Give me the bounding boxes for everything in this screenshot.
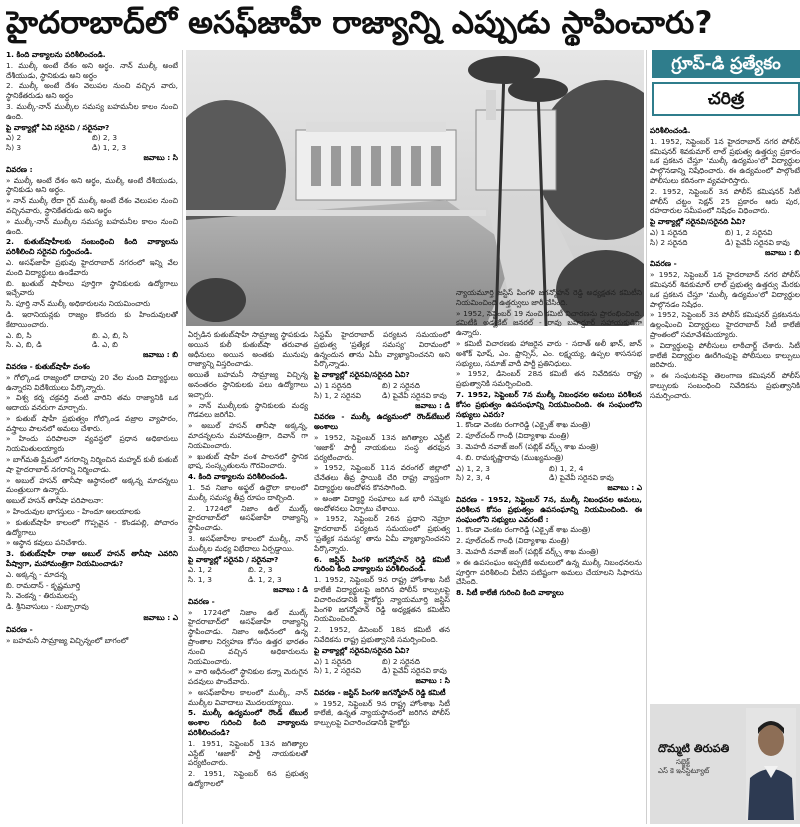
answer-option: డి) పైవేవీ సరైనవి కావు <box>382 666 447 676</box>
answer-line: జవాబు : బి <box>142 350 178 360</box>
explanation-heading: వివరణ - 1952, సెప్టెంబర్ 7న, ముల్కీ నిబంధనల అమలు, పరిశీలన కోసం ప్రభుత్వం ఉపసంఘాన్ని నియమించింది. ఈ సంఘంలోని సభ్యులు ఎవరంటే : <box>456 494 642 524</box>
article-paragraph: 3. మెహదీ నవాజ్ జంగ్ (పబ్లిక్ వర్క్స్ శాఖ మంత్రి) <box>456 441 599 451</box>
section-label: గ్రూప్-డి ప్రత్యేకం <box>652 50 800 78</box>
article-paragraph: » విశ్వ కర్మ చక్రవర్తి వంటి వారిని తమ రాజ్యానికి ఒక ఆదాయ వనరుగా మార్చారు. <box>6 393 178 413</box>
article-paragraph: » విద్యార్థులపై పోలీసులు లాఠీచార్జ్ చేశారు. సిటీ కాలేజీ విద్యార్థుల ఊరేగింపుపై పోలీసులు కాల్పులు జరిపారు. <box>650 340 800 370</box>
explanation-heading: వివరణ - <box>6 624 33 634</box>
column-divider <box>646 50 647 824</box>
answer-option: డి) పైవేవీ సరైనవి కావు <box>725 237 790 247</box>
article-paragraph: » 1952, సెప్టెంబర్ 19 నుంచి కమిటీ విచారణను ప్రారంభించింది. కమిటీకి అడ్వకేట్ జనరల్ - రావు బహద్దూర్ సహాయకుడిగా ఉన్నారు. <box>456 308 642 338</box>
article-paragraph: » కుతుబ్ షాహీ ప్రభుత్వం గోల్కొండ వజ్రాల వ్యాపారం, వస్త్రాలు పాలనలో అమలు చేశారు. <box>6 413 178 433</box>
author-role: సబ్జెక్ట్ <box>676 758 690 766</box>
article-paragraph: 2. పూల్‌చంద్ గాంధీ (విద్యాశాఖ మంత్రి) <box>456 431 570 441</box>
answer-option: బి) 2, 3 <box>92 133 118 143</box>
article-paragraph: » 1952, సెప్టెంబర్ 13న జగిత్యాల ఎస్టేట్ 'ఆజాక్' పార్టీ నాయకులు సంస్థ తరఫున పర్యటించారు. <box>314 432 450 462</box>
article-paragraph: 1. 1952, సెప్టెంబర్ 1న హైదరాబాద్ నగర పోలీస్ కమిషనర్ శివకుమార్ లాల్ ప్రభుత్వ ఉత్తర్వు ప్రకారం ఒక ప్రకటన చేస్తూ 'ముల్కీ ఉద్యమం'లో విద్యార్థుల పాల్గొనడాన్ని నిషేధించారు. ఈ ఉద్యమంలో పాల్గొంటే పోలీసులు కఠినంగా వ్యవహరిస్తారు. <box>650 136 800 185</box>
explanation-heading: వివరణ - <box>650 259 677 269</box>
answer-line: జవాబు : సి <box>143 152 178 162</box>
column-1 <box>6 50 178 824</box>
question-text: 3. కుతుబ్‌షాహీ రాజు అబుల్ హసన్ తానీషా ఎవరిని పేష్వాగా, మహామంత్రిగా నియమించాడు? <box>6 549 178 569</box>
explanation-heading: వివరణ - <box>188 596 215 606</box>
answer-option: డి. 1, 2, 3 <box>248 575 282 585</box>
article-paragraph: » ముల్కీ అంటే దేశం అని అర్థం, ముల్కీ అంటే దేశీయుడు, స్థానికుడు అని అర్థం. <box>6 175 178 195</box>
explanation-heading: వివరణ : <box>6 164 33 174</box>
question-text: 5. ముల్కీ ఉద్యమంలో రౌండ్ టేబుల్ అంశాల గురించి కింది వాక్యాలను పరిశీలించండి? <box>188 708 308 738</box>
column-3 <box>314 330 450 824</box>
article-paragraph: » కమిటీ విచారణకు హాజరైన వారు - సదాత్ అలీ ఖాన్, జాన్ అశోక్ ఘోష్, ఎం. ఫ్రాన్సిస్, ఎం. లక్ష్మయ్య, ఉప్పల శాసనసభ సభ్యులు, సమాజ్ వాదీ పార్టీ ప్రతినిధులు. <box>456 338 642 368</box>
article-paragraph: 1. 5వ నిజాం అఫ్జల్ ఉద్దౌలా కాలంలో ముల్కీ సమస్య తీవ్ర రూపం దాల్చింది. <box>188 482 308 502</box>
article-paragraph: » బాగ్‌మతి ప్రేమలో నగరాన్ని నిర్మించిన మహ్మద్ కులీ కుతుబ్ షా హైదరాబాద్ నగరాన్ని నిర్మించాడు. <box>6 455 178 474</box>
answer-line: జవాబు : బి <box>764 247 800 257</box>
answer-option: ఎ) 1 సరైనది <box>314 656 352 666</box>
article-paragraph: 1. కొండా వెంకట రంగారెడ్డి (ఎక్సైజ్ శాఖ మంత్రి) <box>456 525 591 535</box>
article-paragraph: డి. ఇరానియన్లకు రాజ్యం కొందరు కు హిందువులతో కేటాయించారు. <box>6 309 178 329</box>
answer-line: జవాబు : సి <box>415 676 450 686</box>
headline: హైదరాబాద్‌లో అసఫ్‌జాహీ రాజ్యాన్ని ఎప్పుడు స్థాపించారు? <box>6 5 713 41</box>
article-paragraph: 3. మెహదీ నవాజ్ జంగ్ (పబ్లిక్ వర్క్స్ శాఖ మంత్రి) <box>456 546 599 556</box>
article-paragraph: 2. 1952, డిసెంబర్ 18న కమిటీ తన నివేదికను రాష్ట్ర ప్రభుత్వానికి సమర్పించింది. <box>314 625 450 644</box>
answer-option: ఎ. బి, సి <box>6 330 32 340</box>
article-paragraph: 3. ముల్కీ-నాన్ ముల్కీల సమస్య బహమనీల కాలం నుంచి ఉంది. <box>6 101 178 121</box>
answer-option: సి) 1, 2 సరైనవి <box>314 390 361 400</box>
answer-option: సి) 2, 3, 4 <box>456 473 490 483</box>
article-paragraph: » 1952, సెప్టెంబర్ 9న రాష్ట్ర హోంశాఖ సిటీ కాలేజీ, ఉన్నత న్యాయస్థానంలో జరిగిన పోలీస్ కాల్పులపై విచారించడానికి హైకోర్టు <box>314 698 450 728</box>
answer-option: ఎ) 1 సరైనది <box>314 380 352 390</box>
answer-option: ఎ) 1 సరైనది <box>650 227 688 237</box>
question-text: పై వాక్యాల్లో సరైనవి / సరైనవా? <box>188 554 279 564</box>
question-text: 8. సిటీ కాలేజీ గురించి కింది వాక్యాలు <box>456 588 564 598</box>
article-paragraph: » గోల్కొండ రాజ్యంలో దాదాపు 20 వేల మంది విద్యార్థులు ఉన్నారని విదేశీయులు పేర్కొన్నారు. <box>6 372 178 392</box>
article-paragraph: » ఈ సంఘటనపై తెలంగాణ కమిషనర్ పోలీస్ కాల్పులకు సంబంధించి నివేదికను ప్రభుత్వానికి సమర్పించారు. <box>650 371 800 400</box>
answer-option: బి. 2, 3 <box>248 565 273 575</box>
answer-option: ఎ. 1, 2 <box>188 565 213 575</box>
article-paragraph: » బహమనీ సామ్రాజ్య విచ్ఛిన్నంలో బాగంలో <box>6 635 129 645</box>
question-text: పై వాక్యాల్లో సరైనవి/సరైనది ఏవి? <box>314 370 410 380</box>
answer-line: జవాబు : డి <box>273 584 308 594</box>
author-designation: ఎస్ కె ఇన్‌స్టిట్యూట్ <box>658 767 710 775</box>
article-paragraph: సిస్టమ్ హైదరాబాద్ పర్యటన సమయంలో ప్రభుత్వ 'ప్రత్యేక సమస్య' విరామంలో ఉన్నందున తాను ఏమీ వ్యాఖ్యానించనని అని పేర్కొన్నాడు. <box>314 330 450 369</box>
answer-option: సి) 2 సరైనది <box>650 237 688 247</box>
answer-line: జవాబు : ఎ <box>143 613 178 623</box>
answer-option: డి) 1, 2, 3 <box>92 143 127 153</box>
answer-line: జవాబు : డి <box>415 400 450 410</box>
answer-option: సి. 1, 3 <box>188 575 212 585</box>
answer-option: డి) పైవేవీ సరైనవి కావు <box>549 473 614 483</box>
answer-option: సి) 3 <box>6 143 22 153</box>
article-paragraph: డి. శ్రీనివాసులు - సుబ్బారావు <box>6 602 89 612</box>
explanation-heading: వివరణ - ముల్కీ ఉద్యమంలో రౌండ్‌టేబుల్ అంశాలు <box>314 412 450 432</box>
article-paragraph: బి. ఖుతుబ్ షాహీలు పూర్తిగా స్థానికులకు ఉద్యోగాలు ఇచ్చేవారు <box>6 278 178 298</box>
answer-option: ఎ) 1, 2, 3 <box>456 463 490 473</box>
answer-options <box>456 464 642 484</box>
article-paragraph: సి. వెంకన్న - తిరుమలప్ప <box>6 591 78 601</box>
author-photo <box>746 708 796 820</box>
article-paragraph: » నాన్ ముల్కీలకు స్థానికులకు మధ్య గొడవలు జరిగేవి. <box>188 400 308 420</box>
answer-option: బి) 2 సరైనది <box>382 656 420 666</box>
article-paragraph: 4. బి. రామకృష్ణారావు (ముఖ్యమంత్రి) <box>456 452 564 462</box>
question-text: పై వాక్యాల్లో సరైనవి/సరైనది ఏవి? <box>650 217 746 227</box>
article-paragraph: » అసఫ్‌జాహీల కాలంలో ముల్కీ, నాన్ ముల్కీల వివాదాలు మొదలయ్యాయి. <box>188 687 308 707</box>
article-paragraph: 2. 1724లో నిజాం ఉల్ ముల్క్ హైదరాబాద్‌లో అసఫ్‌జాహీ రాజ్యాన్ని స్థాపించాడు. <box>188 503 308 533</box>
article-paragraph: ఎ. అసఫ్‌జాహీ ప్రభువు హైదరాబాద్ నగరంలో ఇన్ని వేల మంది విద్యార్థులు ఉండేవారు <box>6 257 178 277</box>
article-paragraph: » అబుల్ హసన్ తానీషా అక్కన్న, మాదన్నలను మహామంత్రిగా, దివాన్ గా నియమించారు. <box>188 421 308 450</box>
article-paragraph: సి. పూర్తి నాన్ ముల్కీ అధికారులను నియమించారు <box>6 299 151 309</box>
article-paragraph: » నాన్ ముల్కీ లేదా గైర్ ముల్కీ అంటే దేశం వెలుపల నుంచి వచ్చినవారు, స్థానికేతరుడు అని అర్థం <box>6 196 178 215</box>
answer-option: బి) 1, 2 సరైనవి <box>725 227 773 237</box>
answer-option: డి) పైవేవీ సరైనవి కావు <box>382 390 447 400</box>
question-text: పై వాక్యాల్లో సరైనవి/సరైనది ఏవి? <box>314 645 410 655</box>
answer-option: బి. ఎ, బి, సి <box>92 330 128 340</box>
article-paragraph: » 1724లో నిజాం ఉల్ ముల్క్ హైదరాబాద్‌లో అసఫ్‌జాహీ రాజ్యాన్ని స్థాపించాడు. నిజాం ఆధీనంలో ఉన్న ప్రాంతాల నిర్వహణ కోసం ఉత్తర భారతం నుంచి వచ్చిన అధికారులను నియమించారు. <box>188 607 308 666</box>
article-paragraph: » 1952, డిసెంబర్ 28న కమిటీ తన నివేదికను రాష్ట్ర ప్రభుత్వానికి సమర్పించింది. <box>456 369 642 389</box>
article-paragraph: 1. 1951, సెప్టెంబర్ 13న జగిత్యాల ఎస్టేట్ 'ఆజాక్' పార్టీ నాయకులతో పర్యటించారు. <box>188 738 308 768</box>
article-paragraph: » ఖుతుబ్ షాహీ వంశ పాలనలో స్థానిక భాష, సంస్కృతులను గౌరవించారు. <box>188 451 308 471</box>
column-5 <box>650 126 800 696</box>
question-text: 7. 1952, సెప్టెంబర్ 7న ముల్కీ నిబంధనల అమలు పరిశీలన కోసం ప్రభుత్వం ఉపసంఘాన్ని నియమించింది. ఈ సంఘంలోని సభ్యులు ఎవరు? <box>456 389 642 419</box>
article-paragraph: » ఆస్థాన కవులు పనిచేశారు. <box>6 538 87 548</box>
column-divider <box>182 50 183 824</box>
answer-options <box>6 331 178 351</box>
palace-photo <box>186 50 644 326</box>
answer-option: బి) 2 సరైనది <box>382 380 420 390</box>
answer-option: బి) 1, 2, 4 <box>549 463 584 473</box>
answer-line: జవాబు : ఎ <box>607 483 642 493</box>
explanation-heading: వివరణ - కుతుబ్‌షాహీ వంశం <box>6 361 90 371</box>
article-paragraph: 2. పూల్‌చంద్ గాంధీ (విద్యాశాఖ మంత్రి) <box>456 536 570 546</box>
article-paragraph: 1. ముల్కీ అంటే దేశం అని అర్థం. నాన్ ముల్కీ అంటే దేశీయుడు, స్థానికుడు అని అర్థం <box>6 60 178 80</box>
article-paragraph: ఎ. అక్కన్న - మాదన్న <box>6 569 67 579</box>
article-paragraph: న్యాయమూర్తి జస్టిస్ పింగళి జగన్మోహన్ రెడ్డి అధ్యక్షతన కమిటీని నియమించింది ఉత్తర్వులు జారీ చేసింది. <box>456 288 642 307</box>
article-paragraph: 1. కొండా వెంకట రంగారెడ్డి (ఎక్సైజ్ శాఖ మంత్రి) <box>456 420 591 430</box>
answer-option: సి. ఎ, బి, డి <box>6 340 42 350</box>
article-paragraph: 2. ముల్కీ అంటే దేశం వెలుపల నుంచి వచ్చిన వారు, స్థానికేతరుడు అని అర్థం <box>6 81 178 101</box>
article-paragraph: అబుల్ హసన్ తానీషా పరిపాలనా: <box>6 496 104 506</box>
palace-photo-image <box>186 50 644 326</box>
explanation-heading: వివరణ - జస్టిస్ పింగళి జగన్మోహన్ రెడ్డి కమిటీ <box>314 687 446 697</box>
answer-option: ఎ) 2 <box>6 133 22 143</box>
article-paragraph: » వారి ఆధీనంలో స్థానికుల కన్నా మెరుగైన పదవులు పొందేవారు. <box>188 667 308 687</box>
author-box <box>650 704 800 824</box>
article-paragraph: » హిందు పరిపాలనా వ్యవస్థలో ప్రధాన అధికారులు నియమితులయ్యారు <box>6 434 178 454</box>
article-paragraph: » 1952, సెప్టెంబర్ 1న హైదరాబాద్ నగర పోలీస్ కమిషనర్ శివకుమార్ లాల్ ప్రభుత్వ ఉత్తర్వు మేరకు ఒక ప్రకటన చేస్తూ 'ముల్కీ ఉద్యమం'లో విద్యార్థుల పాల్గొనడం నిషేధం. <box>650 270 800 309</box>
answer-options <box>314 381 450 401</box>
answer-options <box>188 565 308 585</box>
article-paragraph: » ముల్కీ-నాన్ ముల్కీల సమస్య బహమనీల కాలం నుంచి ఉంది. <box>6 216 178 236</box>
article-paragraph: » 1952, సెప్టెంబర్ 11న వరంగల్ జిల్లాలో చేనేతలు తీవ్ర స్థాయికి చేరి రాష్ట్ర వ్యాప్తంగా విద్యార్థుల ఆందోళన కొనసాగింది. <box>314 463 450 492</box>
answer-option: డి. ఎ, బి <box>92 340 118 350</box>
article-paragraph: అయితే బహమనీ సామ్రాజ్య విచ్ఛిన్న అనంతరం స్థానికులకు పలు ఉద్యోగాలు ఇచ్చారు. <box>188 370 308 399</box>
article-paragraph: » కుతుబ్‌షాహీ కాలంలో గొప్పవైన - కొండపల్లి, పోచారం ఉద్యోగాలు <box>6 517 178 537</box>
subject-label: చరిత్ర <box>652 82 800 116</box>
article-paragraph: » అబుల్ హసన్ తానీషా ఆస్థానంలో అక్కన్న మాదన్నలు మంత్రులుగా ఉన్నారు. <box>6 475 178 495</box>
article-paragraph: బి. రామదాస్ - కృష్ణమూర్తి <box>6 580 81 590</box>
article-paragraph: » అంతా విద్యార్థి సంఘాలు ఒక భారీ సమ్మెకు ఆందోళనలు ఏర్పాటు చేశాయి. <box>314 493 450 513</box>
column-4 <box>456 288 642 824</box>
answer-options <box>6 133 178 153</box>
question-text: పరిశీలించండి. <box>650 126 691 135</box>
article-paragraph: 3. అసఫ్‌జాహీల కాలంలో ముల్కీ, నాన్ ముల్కీల మధ్య విభేదాలు ఏర్పడ్డాయి. <box>188 533 308 553</box>
answer-options <box>650 228 800 248</box>
article-paragraph: » 1952, సెప్టెంబర్ 26న ప్రధాని నెహ్రూ హైదరాబాద్ పర్యటన సమయంలో ప్రభుత్వ 'ప్రత్యేక సమస్య' తాను ఏమీ వ్యాఖ్యానించనని పేర్కొన్నారు. <box>314 514 450 553</box>
article-paragraph: 1. 1952, సెప్టెంబర్ 9న రాష్ట్ర హోంశాఖ సిటీ కాలేజీ విద్యార్థులపై జరిగిన పోలీస్ కాల్పులపై విచారించడానికి హైకోర్టు న్యాయమూర్తి జస్టిస్ పింగళి జగన్మోహన్ రెడ్డి అధ్యక్షతన కమిటీని నియమించింది. <box>314 575 450 624</box>
question-text: 6. జస్టిస్ పింగళి జగన్మోహన్ రెడ్డి కమిటీ గురించి కింది వాక్యాలను పరిశీలించండి. <box>314 554 450 574</box>
question-text: 1. కింది వాక్యాలను పరిశీలించండి. <box>6 50 106 59</box>
column-2 <box>188 330 308 824</box>
article-paragraph: 2. 1951, సెప్టెంబర్ 6న ప్రభుత్వ ఉద్యోగాలలో <box>188 769 308 789</box>
article-paragraph: ఏర్పడిన కుతుబ్‌షాహీ సామ్రాజ్య స్థాపకుడు అయిన కులీ కుతుబ్‌షా తరువాత ఆధీనులు అయిన అంతకు మునుపు రాజ్యాన్ని విస్తరించాడు. <box>188 330 308 369</box>
question-text: 2. కుతుబ్‌షాహీలకు సంబంధించి కింది వాక్యాలను పరిశీలించి సరైనవి గుర్తించండి. <box>6 237 178 257</box>
question-text: 4. కింది వాక్యాలను పరిశీలించండి. <box>188 472 288 482</box>
answer-option: సి) 1, 2 సరైనవి <box>314 666 361 676</box>
article-paragraph: 2. 1952, సెప్టెంబర్ 3న పోలీస్ కమిషనర్ సిటీ పోలీస్ చట్టం సెక్షన్ 25 ప్రకారం ఆరు పుర, రహదారుల సమీపంలో నిషేధం విధించారు. <box>650 186 800 216</box>
article-paragraph: » ఈ ఉపసంఘం అప్పటికే అమలులో ఉన్న ముల్కీ నిబంధనలను పూర్తిగా పరిశీలించి వీటిని పటిష్టంగా అమలు చేయాలని సిఫారసు చేసింది. <box>456 557 642 587</box>
article-paragraph: » హిందువుల భాగస్తులు - హిందూ ఆలయాలకు <box>6 507 141 517</box>
author-name: దొమ్మటి తిరుపతి <box>658 742 730 755</box>
question-text: పై వాక్యాల్లో ఏవి సరైనవి / సరైనవా? <box>6 122 110 132</box>
answer-options <box>314 657 450 677</box>
article-paragraph: » 1952, సెప్టెంబర్ 3న పోలీస్ కమిషనర్ ప్రకటనను ఉల్లంఘించి విద్యార్థులు హైదరాబాద్ సిటీ కాలేజీ ప్రాంతంలో సమావేశమయ్యారు. <box>650 310 800 339</box>
